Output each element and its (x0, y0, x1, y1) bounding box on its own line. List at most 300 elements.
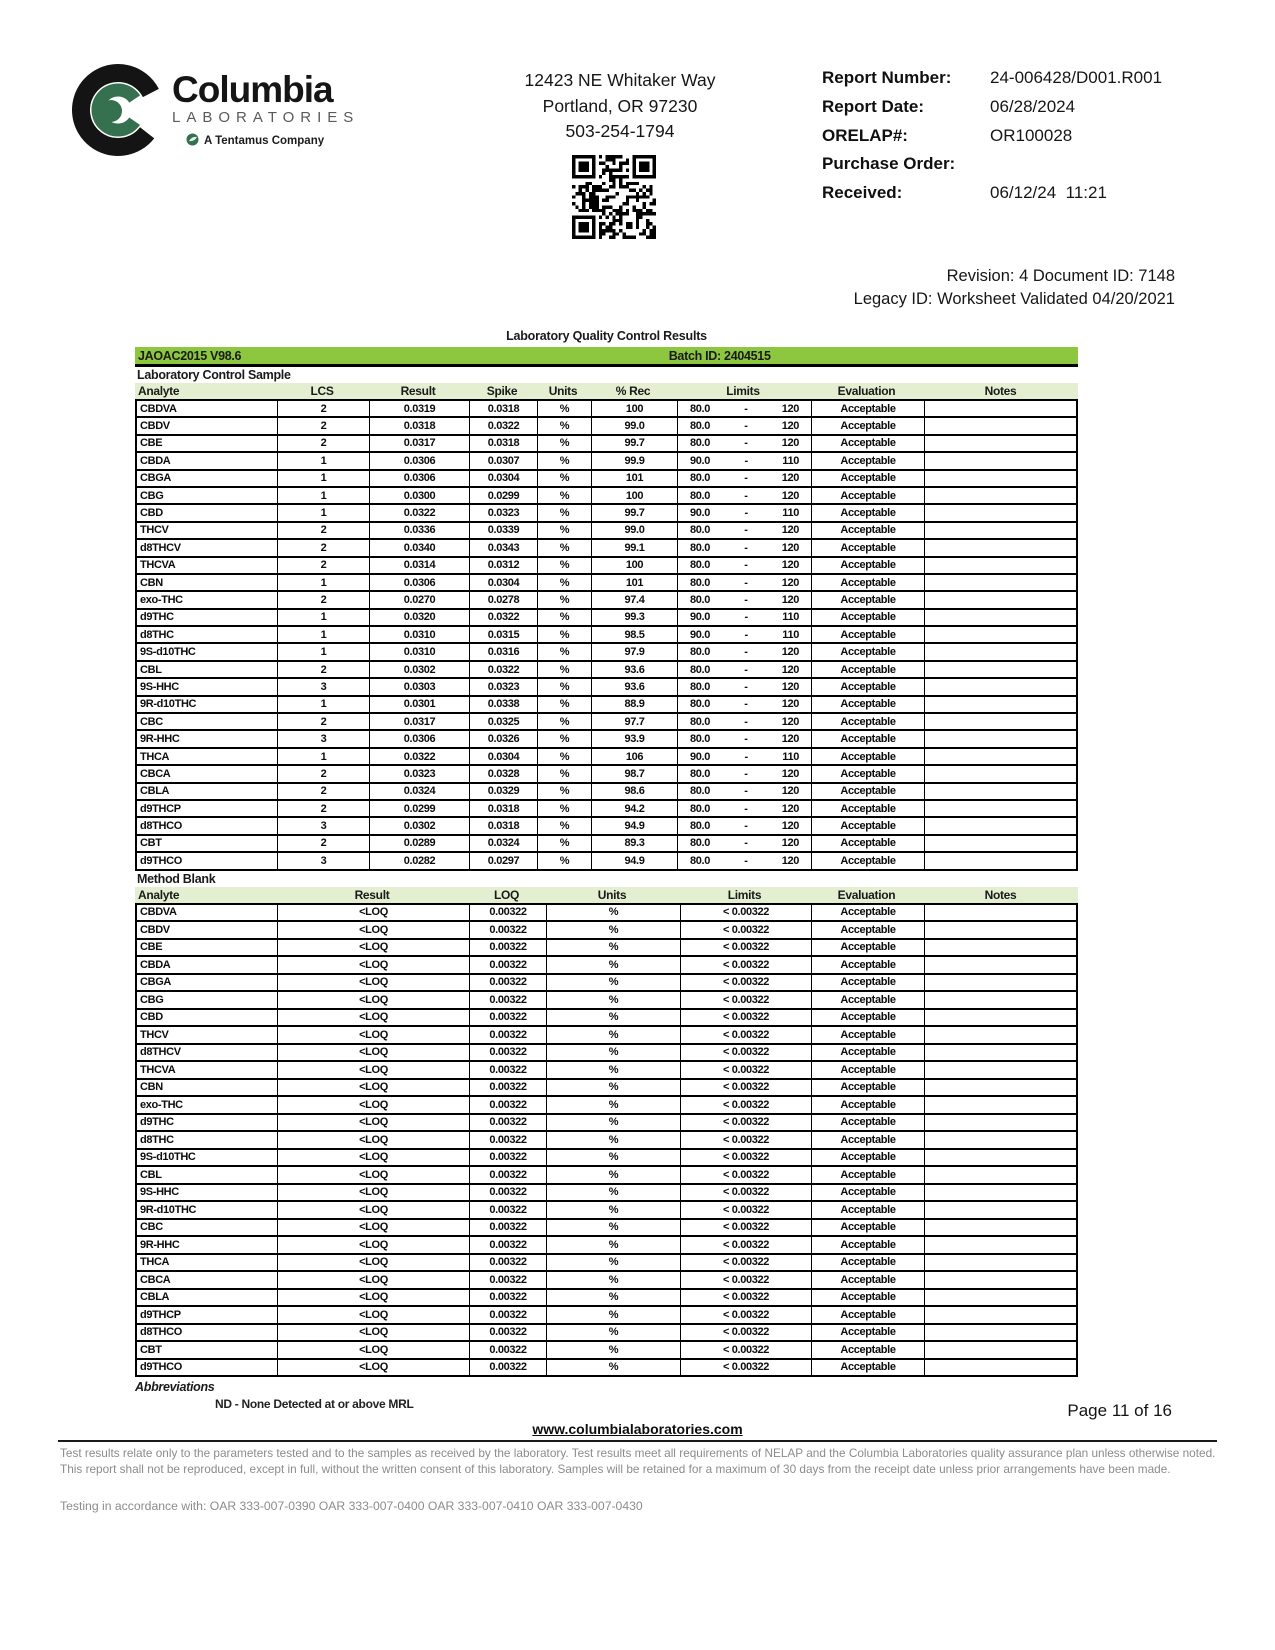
table-cell (925, 1185, 1080, 1201)
table-cell: d8THCV (137, 1045, 278, 1061)
table-cell: Acceptable (812, 957, 925, 973)
table-cell: < 0.00322 (681, 1167, 812, 1183)
table-cell: 100 (592, 488, 678, 503)
table-cell: % (547, 975, 681, 991)
table-cell: 0.0314 (370, 558, 470, 573)
table-cell: Acceptable (812, 766, 925, 781)
column-header: Notes (984, 887, 1017, 902)
table-cell: CBG (137, 488, 278, 503)
table-cell: <LOQ (278, 1255, 470, 1271)
table-cell (925, 453, 1080, 468)
table-cell: 0.0289 (370, 836, 470, 851)
limit-value: - (744, 454, 748, 467)
table-cell (925, 1290, 1080, 1306)
table-cell: Acceptable (812, 627, 925, 642)
lcs-table-row (135, 469, 1078, 486)
lcs-table-row (135, 538, 1078, 555)
report-field (822, 126, 1202, 155)
table-cell: <LOQ (278, 1080, 470, 1096)
lcs-table-row (135, 816, 1078, 833)
table-cell: % (538, 679, 592, 694)
table-cell: <LOQ (278, 1237, 470, 1253)
table-cell (925, 731, 1080, 746)
lcs-table (135, 399, 1078, 871)
table-cell: Acceptable (812, 940, 925, 956)
mb-table-row (135, 1253, 1078, 1271)
column-header: Units (548, 384, 578, 398)
table-cell: 99.7 (592, 436, 678, 451)
table-cell: 0.0312 (470, 558, 538, 573)
lcs-table-row (135, 608, 1078, 625)
table-cell: % (538, 505, 592, 520)
table-cell: CBDV (137, 418, 278, 433)
table-cell: CBLA (137, 784, 278, 799)
table-cell: 99.0 (592, 418, 678, 433)
table-cell (925, 940, 1080, 956)
table-cell: Acceptable (812, 1115, 925, 1131)
table-cell: CBCA (137, 766, 278, 781)
table-cell: Acceptable (812, 644, 925, 659)
table-cell: 1 (278, 575, 370, 590)
table-cell: 0.00322 (470, 905, 547, 921)
table-cell: <LOQ (278, 1027, 470, 1043)
limit-value: 90.0 (690, 454, 711, 467)
lcs-table-row (135, 573, 1078, 590)
lcs-table-row (135, 503, 1078, 520)
table-cell: 0.0323 (470, 679, 538, 694)
report-field (822, 97, 1202, 126)
table-cell: 88.9 (592, 697, 678, 712)
table-cell (678, 436, 812, 451)
table-cell: 93.6 (592, 662, 678, 677)
table-cell: 1 (278, 471, 370, 486)
table-cell: <LOQ (278, 1220, 470, 1236)
table-cell: CBLA (137, 1290, 278, 1306)
table-cell: <LOQ (278, 940, 470, 956)
limit-value: 90.0 (690, 750, 711, 763)
limit-value: - (744, 767, 748, 780)
table-cell: 0.00322 (470, 1045, 547, 1061)
table-cell: 0.00322 (470, 1272, 547, 1288)
limit-value: - (744, 733, 748, 746)
table-cell: <LOQ (278, 1185, 470, 1201)
table-cell: CBT (137, 836, 278, 851)
legacy-id-line: Legacy ID: Worksheet Validated 04/20/2021 (853, 289, 1175, 308)
table-cell (925, 1272, 1080, 1288)
table-cell: THCVA (137, 558, 278, 573)
table-cell: <LOQ (278, 992, 470, 1008)
limit-value: 80.0 (690, 837, 711, 850)
table-cell (925, 558, 1080, 573)
table-cell: 0.0303 (370, 679, 470, 694)
report-field-label: ORELAP#: (822, 125, 908, 145)
limit-value: 80.0 (690, 698, 711, 711)
table-cell: 9R-d10THC (137, 697, 278, 712)
table-cell: < 0.00322 (681, 1010, 812, 1026)
lcs-table-row (135, 625, 1078, 642)
limit-value: 120 (781, 785, 799, 798)
column-header: Units (597, 887, 627, 902)
table-cell (678, 766, 812, 781)
column-header: LCS (310, 384, 334, 398)
table-cell: % (547, 1255, 681, 1271)
table-cell: % (547, 1220, 681, 1236)
table-cell (925, 627, 1080, 642)
table-cell: Acceptable (812, 731, 925, 746)
table-cell: 2 (278, 558, 370, 573)
table-cell: 9S-HHC (137, 679, 278, 694)
table-cell: < 0.00322 (681, 1097, 812, 1113)
table-cell: % (547, 1202, 681, 1218)
table-cell: Acceptable (812, 836, 925, 851)
table-cell: exo-THC (137, 592, 278, 607)
table-cell: % (547, 1045, 681, 1061)
table-cell (678, 453, 812, 468)
table-cell: d8THCO (137, 818, 278, 833)
table-cell: < 0.00322 (681, 1360, 812, 1376)
table-cell: % (547, 1027, 681, 1043)
table-cell: % (547, 1307, 681, 1323)
limit-value: 120 (781, 680, 799, 693)
limit-value: - (744, 576, 748, 589)
table-cell: % (538, 523, 592, 538)
lcs-table-row (135, 556, 1078, 573)
table-cell: 101 (592, 471, 678, 486)
table-cell: exo-THC (137, 1097, 278, 1113)
table-cell: < 0.00322 (681, 1045, 812, 1061)
limit-value: 90.0 (690, 507, 711, 520)
mb-table-row (135, 920, 1078, 938)
table-cell: Acceptable (812, 1325, 925, 1341)
table-cell: % (547, 1167, 681, 1183)
limit-value: 80.0 (690, 593, 711, 606)
table-cell: 0.00322 (470, 1150, 547, 1166)
table-cell: Acceptable (812, 1150, 925, 1166)
lcs-table-row (135, 834, 1078, 851)
table-cell: 3 (278, 731, 370, 746)
limit-value: 120 (781, 489, 799, 502)
table-cell: THCA (137, 1255, 278, 1271)
page-number: Page 11 of 16 (1067, 1401, 1172, 1420)
table-cell: 0.0315 (470, 627, 538, 642)
limit-value: - (744, 437, 748, 450)
limit-value: 80.0 (690, 820, 711, 833)
table-cell (678, 575, 812, 590)
table-cell: 0.0318 (470, 401, 538, 416)
table-cell (925, 905, 1080, 921)
table-cell: < 0.00322 (681, 940, 812, 956)
table-cell (925, 836, 1080, 851)
table-cell: % (538, 610, 592, 625)
table-cell: Acceptable (812, 558, 925, 573)
table-cell: < 0.00322 (681, 1150, 812, 1166)
lcs-table-row (135, 434, 1078, 451)
table-cell (925, 592, 1080, 607)
table-cell (678, 627, 812, 642)
table-cell: 9S-HHC (137, 1185, 278, 1201)
table-cell: <LOQ (278, 975, 470, 991)
revision-block (854, 265, 1175, 310)
table-cell: 1 (278, 749, 370, 764)
table-cell: Acceptable (812, 523, 925, 538)
mb-table-row (135, 1270, 1078, 1288)
lcs-table-row (135, 642, 1078, 659)
table-cell: % (538, 436, 592, 451)
report-field (822, 183, 1202, 212)
table-cell: % (547, 1132, 681, 1148)
limit-value: - (744, 802, 748, 815)
limit-value: 120 (781, 437, 799, 450)
table-cell (925, 992, 1080, 1008)
quality-control-section (135, 329, 1078, 1411)
lcs-table-row (135, 851, 1078, 868)
table-cell: Acceptable (812, 697, 925, 712)
table-cell (925, 714, 1080, 729)
table-cell: 1 (278, 627, 370, 642)
table-cell: Acceptable (812, 975, 925, 991)
table-cell: 0.0322 (470, 610, 538, 625)
mb-table-row (135, 903, 1078, 921)
table-cell: 0.00322 (470, 1325, 547, 1341)
table-cell: 0.0302 (370, 662, 470, 677)
table-cell: 0.00322 (470, 992, 547, 1008)
table-cell: < 0.00322 (681, 992, 812, 1008)
lcs-table-row (135, 416, 1078, 433)
table-cell: 0.0306 (370, 471, 470, 486)
table-cell: 0.0278 (470, 592, 538, 607)
limit-value: 120 (781, 698, 799, 711)
limit-value: 120 (781, 854, 799, 867)
table-cell: 2 (278, 540, 370, 555)
table-cell: % (538, 418, 592, 433)
table-cell: 100 (592, 558, 678, 573)
table-cell: <LOQ (278, 1325, 470, 1341)
limit-value: - (744, 559, 748, 572)
table-cell: Acceptable (812, 1255, 925, 1271)
table-cell (678, 714, 812, 729)
table-cell (678, 801, 812, 816)
table-cell: 9S-d10THC (137, 644, 278, 659)
table-cell: d8THC (137, 627, 278, 642)
table-cell: Acceptable (812, 436, 925, 451)
table-cell: 1 (278, 644, 370, 659)
table-cell: 9R-HHC (137, 1237, 278, 1253)
report-info (822, 68, 1202, 212)
mb-table-row (135, 1200, 1078, 1218)
table-cell: 98.7 (592, 766, 678, 781)
report-field-label: Report Number: (822, 68, 952, 87)
table-cell (925, 1010, 1080, 1026)
mb-table-row (135, 1113, 1078, 1131)
table-cell: 0.0328 (470, 766, 538, 781)
table-cell (678, 853, 812, 868)
table-cell: <LOQ (278, 1150, 470, 1166)
limit-value: 120 (781, 420, 799, 433)
table-cell: % (538, 540, 592, 555)
table-cell: 0.0297 (470, 853, 538, 868)
table-cell (925, 1132, 1080, 1148)
table-cell: 9R-HHC (137, 731, 278, 746)
table-cell: 0.00322 (470, 957, 547, 973)
table-cell: % (538, 575, 592, 590)
table-cell: 0.00322 (470, 1115, 547, 1131)
limit-value: - (744, 854, 748, 867)
table-cell: 93.9 (592, 731, 678, 746)
limit-value: 80.0 (690, 559, 711, 572)
table-cell: CBL (137, 1167, 278, 1183)
table-cell: % (547, 1185, 681, 1201)
mb-table-row (135, 1095, 1078, 1113)
table-cell: < 0.00322 (681, 1027, 812, 1043)
lab-address (430, 68, 810, 145)
table-cell: 94.9 (592, 818, 678, 833)
table-cell (925, 436, 1080, 451)
table-cell: d9THC (137, 1115, 278, 1131)
limit-value: 80.0 (690, 802, 711, 815)
table-cell: 0.00322 (470, 1167, 547, 1183)
lcs-table-row (135, 451, 1078, 468)
table-cell: % (547, 1115, 681, 1131)
table-cell: Acceptable (812, 471, 925, 486)
table-cell (678, 784, 812, 799)
table-cell: Acceptable (812, 1097, 925, 1113)
table-cell: % (547, 1010, 681, 1026)
website-link[interactable]: www.columbialaboratories.com (532, 1421, 743, 1437)
mb-table-row (135, 1148, 1078, 1166)
table-cell: Acceptable (812, 922, 925, 938)
table-cell: 2 (278, 592, 370, 607)
table-cell: CBDVA (137, 905, 278, 921)
table-cell (925, 1360, 1080, 1376)
column-header: Result (354, 887, 390, 902)
mb-table-row (135, 1043, 1078, 1061)
table-cell: % (547, 1360, 681, 1376)
limit-value: - (744, 611, 748, 624)
table-cell: <LOQ (278, 1290, 470, 1306)
table-cell: 97.9 (592, 644, 678, 659)
table-cell: Acceptable (812, 1290, 925, 1306)
testing-accordance-text: Testing in accordance with: OAR 333-007-0390 OAR 333-007-0400 OAR 333-007-0410 OAR 333-007-0430 (60, 1499, 643, 1513)
table-cell: Acceptable (812, 1167, 925, 1183)
table-cell: % (538, 644, 592, 659)
table-cell: 2 (278, 401, 370, 416)
mb-table-row (135, 1323, 1078, 1341)
table-cell: 0.00322 (470, 1185, 547, 1201)
mb-section-title: Method Blank (137, 871, 216, 886)
table-cell: 0.0310 (370, 644, 470, 659)
column-header: % Rec (615, 384, 651, 398)
table-cell: % (547, 1290, 681, 1306)
table-cell: CBGA (137, 471, 278, 486)
table-cell (678, 505, 812, 520)
lcs-table-row (135, 399, 1078, 416)
table-cell: Acceptable (812, 1237, 925, 1253)
table-cell: % (538, 558, 592, 573)
table-cell (925, 801, 1080, 816)
limit-value: 120 (781, 541, 799, 554)
limit-value: - (744, 646, 748, 659)
table-cell: <LOQ (278, 1202, 470, 1218)
table-cell: 0.00322 (470, 1220, 547, 1236)
table-cell: CBGA (137, 975, 278, 991)
table-cell: CBC (137, 1220, 278, 1236)
limit-value: 120 (781, 663, 799, 676)
table-cell: 0.0324 (470, 836, 538, 851)
table-cell (678, 662, 812, 677)
table-cell: 89.3 (592, 836, 678, 851)
table-cell: Acceptable (812, 801, 925, 816)
table-cell (925, 818, 1080, 833)
table-cell (925, 1237, 1080, 1253)
table-cell: Acceptable (812, 714, 925, 729)
table-cell: 0.00322 (470, 1010, 547, 1026)
table-cell: < 0.00322 (681, 1185, 812, 1201)
table-cell: 0.00322 (470, 1255, 547, 1271)
table-cell: 0.00322 (470, 1097, 547, 1113)
column-header: Notes (984, 384, 1017, 398)
table-cell: CBDV (137, 922, 278, 938)
table-cell: % (547, 922, 681, 938)
table-cell: THCA (137, 749, 278, 764)
footer-divider (58, 1440, 1217, 1442)
mb-table-row (135, 1358, 1078, 1376)
table-cell (678, 471, 812, 486)
limit-value: 80.0 (690, 472, 711, 485)
limit-value: 80.0 (690, 680, 711, 693)
table-cell: Acceptable (812, 1080, 925, 1096)
table-cell: 0.0326 (470, 731, 538, 746)
table-cell (678, 401, 812, 416)
table-cell: 0.0322 (370, 505, 470, 520)
limit-value: 120 (781, 472, 799, 485)
table-cell (678, 523, 812, 538)
columbia-logo-icon (70, 62, 166, 163)
table-cell: % (538, 766, 592, 781)
table-cell (925, 1202, 1080, 1218)
table-cell: % (547, 1062, 681, 1078)
table-cell (925, 1342, 1080, 1358)
table-cell (925, 853, 1080, 868)
table-cell: 97.7 (592, 714, 678, 729)
limit-value: 90.0 (690, 611, 711, 624)
table-cell (678, 418, 812, 433)
table-cell: 1 (278, 697, 370, 712)
table-cell: Acceptable (812, 1342, 925, 1358)
table-cell: < 0.00322 (681, 1272, 812, 1288)
table-cell: 0.0343 (470, 540, 538, 555)
limit-value: - (744, 820, 748, 833)
mb-table-row (135, 938, 1078, 956)
limit-value: 120 (781, 593, 799, 606)
table-cell (678, 610, 812, 625)
limit-value: - (744, 837, 748, 850)
table-cell: 0.0310 (370, 627, 470, 642)
table-cell: % (547, 940, 681, 956)
table-cell: 2 (278, 662, 370, 677)
limit-value: 110 (782, 628, 799, 641)
table-cell: Acceptable (812, 1062, 925, 1078)
table-cell: 0.0306 (370, 575, 470, 590)
table-cell: 2 (278, 418, 370, 433)
table-cell: <LOQ (278, 1115, 470, 1131)
lcs-table-row (135, 590, 1078, 607)
abbreviation-nd: ND - None Detected at or above MRL (215, 1397, 414, 1412)
table-cell (925, 1097, 1080, 1113)
table-cell: 0.00322 (470, 922, 547, 938)
table-cell (925, 697, 1080, 712)
table-cell: 0.0299 (470, 488, 538, 503)
table-cell: < 0.00322 (681, 1255, 812, 1271)
